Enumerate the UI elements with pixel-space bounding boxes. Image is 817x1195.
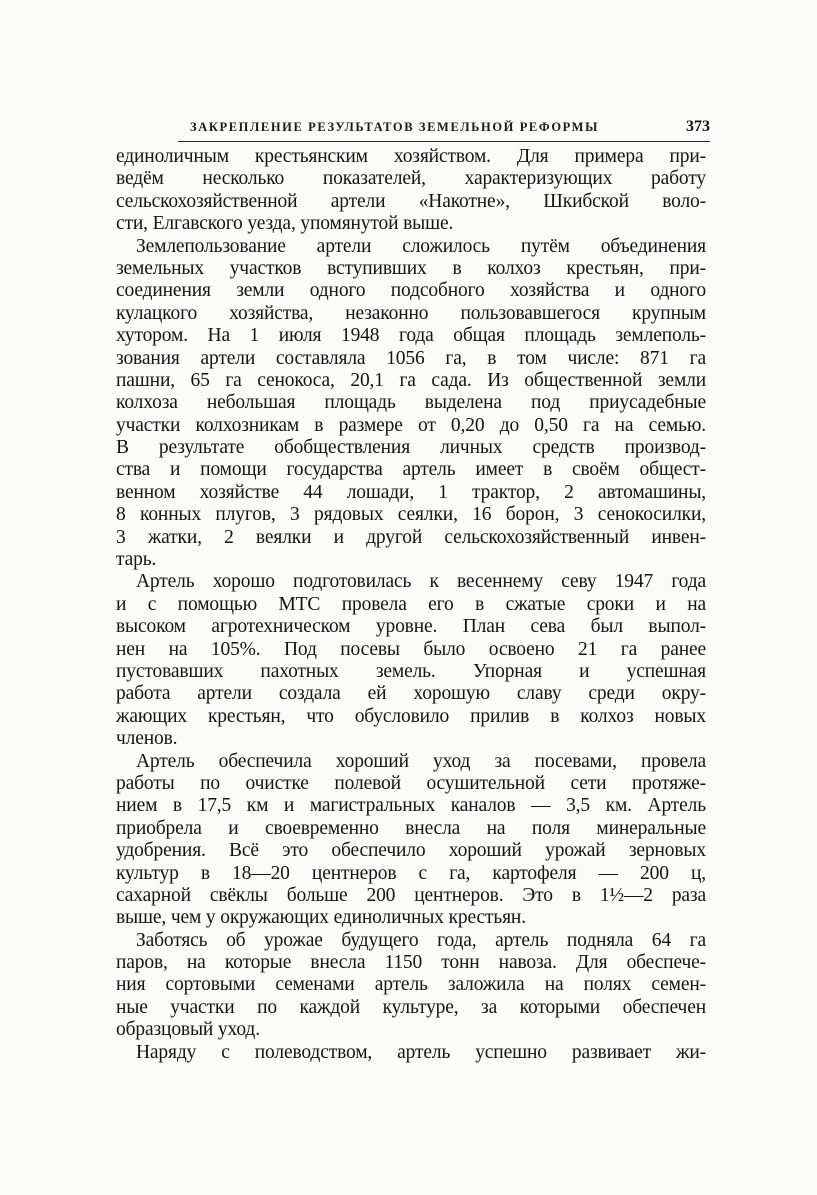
text-line: колхоза небольшая площадь выделена под приусадебные: [116, 392, 706, 414]
text-line: и с помощью МТС провела его в сжатые сроки и на: [116, 593, 706, 615]
text-line: сельскохозяйственной артели «Накотне», Шкибской воло-: [116, 190, 706, 212]
text-line: нием в 17,5 км и магистральных каналов — 3,5 км. Артель: [116, 795, 706, 817]
text-line: сти, Елгавского уезда, упомянутой выше.: [116, 213, 454, 235]
text-line: ства и помощи государства артель имеет в своём общест-: [116, 459, 706, 481]
text-line: работа артели создала ей хорошую славу среди окру-: [116, 683, 706, 705]
text-line: пашни, 65 га сенокоса, 20,1 га сада. Из общественной земли: [116, 369, 706, 391]
text-line: венном хозяйстве 44 лошади, 1 трактор, 2 автомашины,: [116, 481, 706, 503]
text-line: приобрела и своевременно внесла на поля минеральные: [116, 817, 706, 839]
body-text: [116, 146, 706, 1064]
text-line: Землепользование артели сложилось путём объединения: [136, 235, 706, 257]
text-line: соединения земли одного подсобного хозяйства и одного: [116, 280, 706, 302]
text-line: ведём несколько показателей, характеризующих работу: [116, 168, 706, 190]
text-line: Наряду с полеводством, артель успешно развивает жи-: [136, 1041, 706, 1063]
text-line: культур в 18—20 центнеров с га, картофеля — 200 ц,: [116, 862, 706, 884]
text-line: нен на 105%. Под посевы было освоено 21 га ранее: [116, 638, 706, 660]
text-line: паров, на которые внесла 1150 тонн навоза. Для обеспече-: [116, 952, 706, 974]
text-line: Артель хорошо подготовилась к весеннему севу 1947 года: [136, 571, 706, 593]
text-line: членов.: [116, 728, 178, 750]
text-line: Заботясь об урожае будущего года, артель подняла 64 га: [136, 929, 706, 951]
text-line: зования артели составляла 1056 га, в том числе: 871 га: [116, 347, 706, 369]
text-line: 3 жатки, 2 веялки и другой сельскохозяйственный инвен-: [116, 526, 706, 548]
running-head: [178, 118, 710, 140]
text-line: работы по очистке полевой осушительной сети протяже-: [116, 772, 706, 794]
text-line: удобрения. Всё это обеспечило хороший урожай зерновых: [116, 840, 706, 862]
running-title: ЗАКРЕПЛЕНИЕ РЕЗУЛЬТАТОВ ЗЕМЕЛЬНОЙ РЕФОРМЫ: [190, 120, 599, 134]
text-line: 8 конных плугов, 3 рядовых сеялки, 16 борон, 3 сенокосилки,: [116, 504, 706, 526]
text-line: выше, чем у окружающих единоличных крестьян.: [116, 907, 526, 929]
header-rule: [178, 141, 710, 142]
text-line: хутором. На 1 июля 1948 года общая площадь землеполь-: [116, 325, 706, 347]
text-line: тарь.: [116, 549, 157, 571]
text-line: жающих крестьян, что обусловило прилив в колхоз новых: [116, 705, 706, 727]
page-number: 373: [686, 118, 710, 135]
text-line: ния сортовыми семенами артель заложила на полях семен-: [116, 974, 706, 996]
text-line: пустовавших пахотных земель. Упорная и успешная: [116, 660, 706, 682]
text-line: образцовый уход.: [116, 1019, 260, 1041]
text-line: ные участки по каждой культуре, за которыми обеспечен: [116, 996, 706, 1018]
text-line: сахарной свёклы больше 200 центнеров. Это в 1½—2 раза: [116, 884, 706, 906]
text-line: единоличным крестьянским хозяйством. Для примера при-: [116, 146, 706, 167]
text-line: В результате обобществления личных средств производ-: [116, 437, 706, 459]
text-line: участки колхозникам в размере от 0,20 до 0,50 га на семью.: [116, 414, 706, 436]
text-line: кулацкого хозяйства, незаконно пользовавшегося крупным: [116, 302, 706, 324]
text-line: земельных участков вступивших в колхоз крестьян, при-: [116, 257, 706, 279]
text-line: Артель обеспечила хороший уход за посевами, провела: [136, 750, 706, 772]
text-line: высоком агротехническом уровне. План сева был выпол-: [116, 616, 706, 638]
